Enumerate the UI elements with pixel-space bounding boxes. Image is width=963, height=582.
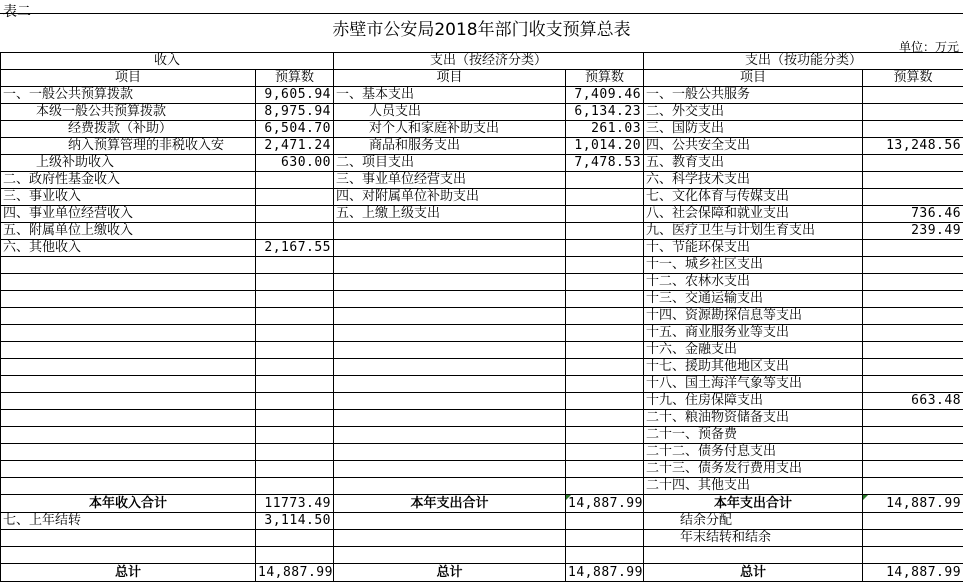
header-item: 项目 bbox=[644, 70, 863, 87]
empty-cell bbox=[334, 547, 566, 564]
income-item bbox=[1, 308, 256, 325]
expense-func-item: 年末结转和结余 bbox=[644, 530, 863, 547]
expense-func-value bbox=[863, 444, 963, 461]
expense-func-value bbox=[863, 427, 963, 444]
expense-func-item: 十五、商业服务业等支出 bbox=[644, 325, 863, 342]
expense-func-item: 九、医疗卫生与计划生育支出 bbox=[644, 223, 863, 240]
income-value bbox=[256, 427, 334, 444]
table-row bbox=[1, 223, 963, 240]
blank-row bbox=[1, 547, 963, 564]
income-value bbox=[256, 325, 334, 342]
header-budget: 预算数 bbox=[256, 70, 334, 87]
expense-func-value bbox=[863, 274, 963, 291]
income-value bbox=[256, 410, 334, 427]
expense-func-value bbox=[863, 291, 963, 308]
empty-cell bbox=[566, 530, 644, 547]
income-value bbox=[256, 274, 334, 291]
income-item: 本级一般公共预算拨款 bbox=[1, 104, 256, 121]
expense-econ-value bbox=[566, 308, 644, 325]
expense-func-value bbox=[863, 104, 963, 121]
income-value bbox=[256, 461, 334, 478]
expense-func-value bbox=[863, 342, 963, 359]
expense-func-item: 四、公共安全支出 bbox=[644, 138, 863, 155]
expense-econ-value: 6,134.23 bbox=[566, 104, 644, 121]
expense-econ-value bbox=[566, 206, 644, 223]
table-row bbox=[1, 155, 963, 172]
expense-func-item: 十三、交通运输支出 bbox=[644, 291, 863, 308]
empty-cell bbox=[256, 547, 334, 564]
expense-func-item: 十、节能环保支出 bbox=[644, 240, 863, 257]
income-value bbox=[256, 393, 334, 410]
expense-econ-item bbox=[334, 325, 566, 342]
income-value bbox=[256, 478, 334, 495]
expense-econ-item bbox=[334, 461, 566, 478]
expense-econ-value bbox=[566, 461, 644, 478]
income-item bbox=[1, 478, 256, 495]
income-value bbox=[256, 189, 334, 206]
table-row bbox=[1, 206, 963, 223]
table-row bbox=[1, 308, 963, 325]
expense-econ-value bbox=[566, 376, 644, 393]
expense-func-total-value: 14,887.99 bbox=[863, 564, 963, 582]
income-item: 纳入预算管理的非税收入安 bbox=[1, 138, 256, 155]
income-item bbox=[1, 427, 256, 444]
expense-func-subtotal-value: 14,887.99 bbox=[863, 495, 963, 513]
expense-func-value bbox=[863, 325, 963, 342]
income-value bbox=[256, 308, 334, 325]
expense-func-item: 十七、援助其他地区支出 bbox=[644, 359, 863, 376]
expense-func-item: 十二、农林水支出 bbox=[644, 274, 863, 291]
empty-cell bbox=[863, 547, 963, 564]
budget-table bbox=[0, 52, 963, 582]
expense-func-value bbox=[863, 240, 963, 257]
expense-econ-item: 一、基本支出 bbox=[334, 87, 566, 104]
expense-func-item: 一、一般公共服务 bbox=[644, 87, 863, 104]
table-row bbox=[1, 87, 963, 104]
table-row bbox=[1, 274, 963, 291]
income-value bbox=[256, 223, 334, 240]
income-value bbox=[256, 530, 334, 547]
expense-econ-value bbox=[566, 240, 644, 257]
income-value bbox=[256, 206, 334, 223]
income-value bbox=[256, 376, 334, 393]
table-row bbox=[1, 530, 963, 547]
header-income: 收入 bbox=[1, 53, 334, 70]
expense-func-value bbox=[863, 87, 963, 104]
expense-econ-value bbox=[566, 427, 644, 444]
expense-func-item: 二、外交支出 bbox=[644, 104, 863, 121]
expense-econ-item: 三、事业单位经营支出 bbox=[334, 172, 566, 189]
income-value: 9,605.94 bbox=[256, 87, 334, 104]
income-item bbox=[1, 342, 256, 359]
income-value bbox=[256, 257, 334, 274]
income-item: 六、其他收入 bbox=[1, 240, 256, 257]
table-row bbox=[1, 376, 963, 393]
expense-econ-value bbox=[566, 257, 644, 274]
income-item bbox=[1, 444, 256, 461]
expense-econ-value bbox=[566, 410, 644, 427]
empty-cell bbox=[566, 547, 644, 564]
expense-func-item: 十九、住房保障支出 bbox=[644, 393, 863, 410]
empty-cell bbox=[863, 513, 963, 530]
table-row bbox=[1, 240, 963, 257]
header-group-row bbox=[1, 53, 963, 70]
expense-func-item: 二十、粮油物资储备支出 bbox=[644, 410, 863, 427]
income-value bbox=[256, 342, 334, 359]
income-value bbox=[256, 444, 334, 461]
empty-cell bbox=[863, 530, 963, 547]
header-budget: 预算数 bbox=[566, 70, 644, 87]
income-value: 630.00 bbox=[256, 155, 334, 172]
expense-func-item: 十六、金融支出 bbox=[644, 342, 863, 359]
expense-econ-value bbox=[566, 444, 644, 461]
expense-econ-value: 261.03 bbox=[566, 121, 644, 138]
expense-econ-subtotal-value: 14,887.99 bbox=[566, 495, 644, 513]
expense-func-value bbox=[863, 257, 963, 274]
income-item bbox=[1, 325, 256, 342]
expense-econ-value bbox=[566, 342, 644, 359]
expense-func-item: 二十一、预备费 bbox=[644, 427, 863, 444]
empty-cell bbox=[644, 547, 863, 564]
expense-func-total-label: 总计 bbox=[644, 564, 863, 582]
income-subtotal-label: 本年收入合计 bbox=[1, 495, 256, 513]
expense-econ-item bbox=[334, 444, 566, 461]
expense-func-item: 十四、资源勘探信息等支出 bbox=[644, 308, 863, 325]
unit-label: 单位：万元 bbox=[899, 38, 959, 55]
expense-econ-value bbox=[566, 478, 644, 495]
expense-func-value bbox=[863, 461, 963, 478]
expense-econ-item: 商品和服务支出 bbox=[334, 138, 566, 155]
empty-cell bbox=[1, 547, 256, 564]
expense-econ-total-value: 14,887.99 bbox=[566, 564, 644, 582]
income-item: 七、上年结转 bbox=[1, 513, 256, 530]
page-title: 赤壁市公安局2018年部门收支预算总表 bbox=[0, 15, 963, 40]
table-row bbox=[1, 461, 963, 478]
expense-econ-item bbox=[334, 223, 566, 240]
expense-func-value bbox=[863, 478, 963, 495]
table-row bbox=[1, 257, 963, 274]
expense-func-item: 七、文化体育与传媒支出 bbox=[644, 189, 863, 206]
expense-econ-value: 7,478.53 bbox=[566, 155, 644, 172]
expense-econ-subtotal-label: 本年支出合计 bbox=[334, 495, 566, 513]
table-row bbox=[1, 444, 963, 461]
table-row bbox=[1, 104, 963, 121]
expense-func-item: 十八、国土海洋气象等支出 bbox=[644, 376, 863, 393]
divider bbox=[0, 13, 963, 14]
expense-func-value bbox=[863, 155, 963, 172]
expense-econ-value: 1,014.20 bbox=[566, 138, 644, 155]
expense-econ-value bbox=[566, 359, 644, 376]
empty-cell bbox=[334, 513, 566, 530]
table-row bbox=[1, 138, 963, 155]
table-row bbox=[1, 189, 963, 206]
header-sub-row bbox=[1, 70, 963, 87]
expense-func-value: 663.48 bbox=[863, 393, 963, 410]
income-total-label: 总计 bbox=[1, 564, 256, 582]
expense-econ-item bbox=[334, 376, 566, 393]
income-item: 二、政府性基金收入 bbox=[1, 172, 256, 189]
table-row bbox=[1, 172, 963, 189]
table-row bbox=[1, 325, 963, 342]
expense-econ-item: 五、上缴上级支出 bbox=[334, 206, 566, 223]
income-item bbox=[1, 461, 256, 478]
expense-func-item: 八、社会保障和就业支出 bbox=[644, 206, 863, 223]
expense-econ-value: 7,409.46 bbox=[566, 87, 644, 104]
income-total-value: 14,887.99 bbox=[256, 564, 334, 582]
expense-func-value: 13,248.56 bbox=[863, 138, 963, 155]
income-item: 四、事业单位经营收入 bbox=[1, 206, 256, 223]
expense-econ-item bbox=[334, 240, 566, 257]
expense-func-value: 736.46 bbox=[863, 206, 963, 223]
expense-econ-item bbox=[334, 291, 566, 308]
table-row bbox=[1, 393, 963, 410]
income-value: 2,471.24 bbox=[256, 138, 334, 155]
header-budget: 预算数 bbox=[863, 70, 963, 87]
expense-econ-total-label: 总计 bbox=[334, 564, 566, 582]
income-value: 6,504.70 bbox=[256, 121, 334, 138]
income-item bbox=[1, 393, 256, 410]
expense-func-value bbox=[863, 172, 963, 189]
expense-econ-item bbox=[334, 410, 566, 427]
income-item bbox=[1, 530, 256, 547]
income-item bbox=[1, 291, 256, 308]
expense-econ-item: 二、项目支出 bbox=[334, 155, 566, 172]
income-item: 经费拨款（补助） bbox=[1, 121, 256, 138]
table-row bbox=[1, 121, 963, 138]
empty-cell bbox=[566, 513, 644, 530]
income-item: 三、事业收入 bbox=[1, 189, 256, 206]
expense-func-item: 十一、城乡社区支出 bbox=[644, 257, 863, 274]
table-row bbox=[1, 513, 963, 530]
subtotal-row bbox=[1, 495, 963, 513]
expense-econ-value bbox=[566, 172, 644, 189]
income-value: 3,114.50 bbox=[256, 513, 334, 530]
table-row bbox=[1, 291, 963, 308]
expense-func-item: 二十二、债务付息支出 bbox=[644, 444, 863, 461]
income-value: 8,975.94 bbox=[256, 104, 334, 121]
table-row bbox=[1, 410, 963, 427]
income-value bbox=[256, 359, 334, 376]
income-item: 一、一般公共预算拨款 bbox=[1, 87, 256, 104]
table-row bbox=[1, 478, 963, 495]
expense-func-item: 三、国防支出 bbox=[644, 121, 863, 138]
expense-econ-item bbox=[334, 342, 566, 359]
expense-econ-item bbox=[334, 359, 566, 376]
income-value bbox=[256, 291, 334, 308]
expense-econ-item bbox=[334, 393, 566, 410]
income-item bbox=[1, 410, 256, 427]
expense-func-item: 二十四、其他支出 bbox=[644, 478, 863, 495]
income-item bbox=[1, 257, 256, 274]
expense-func-value: 239.49 bbox=[863, 223, 963, 240]
empty-cell bbox=[334, 530, 566, 547]
expense-func-item: 二十三、债务发行费用支出 bbox=[644, 461, 863, 478]
income-item: 上级补助收入 bbox=[1, 155, 256, 172]
expense-func-value bbox=[863, 359, 963, 376]
income-value: 2,167.55 bbox=[256, 240, 334, 257]
income-item bbox=[1, 376, 256, 393]
income-item bbox=[1, 274, 256, 291]
expense-econ-item bbox=[334, 427, 566, 444]
expense-func-item: 五、教育支出 bbox=[644, 155, 863, 172]
income-value bbox=[256, 172, 334, 189]
table-caption: 表二 bbox=[3, 1, 31, 21]
expense-econ-value bbox=[566, 274, 644, 291]
expense-func-value bbox=[863, 376, 963, 393]
table-row bbox=[1, 427, 963, 444]
expense-econ-value bbox=[566, 189, 644, 206]
expense-econ-value bbox=[566, 393, 644, 410]
expense-econ-item bbox=[334, 274, 566, 291]
header-item: 项目 bbox=[1, 70, 256, 87]
expense-econ-item: 对个人和家庭补助支出 bbox=[334, 121, 566, 138]
expense-func-value bbox=[863, 308, 963, 325]
header-item: 项目 bbox=[334, 70, 566, 87]
expense-func-value bbox=[863, 121, 963, 138]
expense-econ-item bbox=[334, 308, 566, 325]
expense-func-item: 结余分配 bbox=[644, 513, 863, 530]
expense-econ-value bbox=[566, 291, 644, 308]
expense-econ-value bbox=[566, 325, 644, 342]
expense-func-subtotal-label: 本年支出合计 bbox=[644, 495, 863, 513]
header-expense-func: 支出（按功能分类） bbox=[644, 53, 963, 70]
table-row bbox=[1, 342, 963, 359]
expense-func-item: 六、科学技术支出 bbox=[644, 172, 863, 189]
expense-econ-item: 人员支出 bbox=[334, 104, 566, 121]
expense-econ-item bbox=[334, 478, 566, 495]
expense-econ-value bbox=[566, 223, 644, 240]
income-subtotal-value: 11773.49 bbox=[256, 495, 334, 513]
expense-func-value bbox=[863, 189, 963, 206]
expense-econ-item bbox=[334, 257, 566, 274]
expense-func-value bbox=[863, 410, 963, 427]
income-item bbox=[1, 359, 256, 376]
expense-econ-item: 四、对附属单位补助支出 bbox=[334, 189, 566, 206]
header-expense-econ: 支出（按经济分类） bbox=[334, 53, 644, 70]
table-row bbox=[1, 359, 963, 376]
income-item: 五、附属单位上缴收入 bbox=[1, 223, 256, 240]
